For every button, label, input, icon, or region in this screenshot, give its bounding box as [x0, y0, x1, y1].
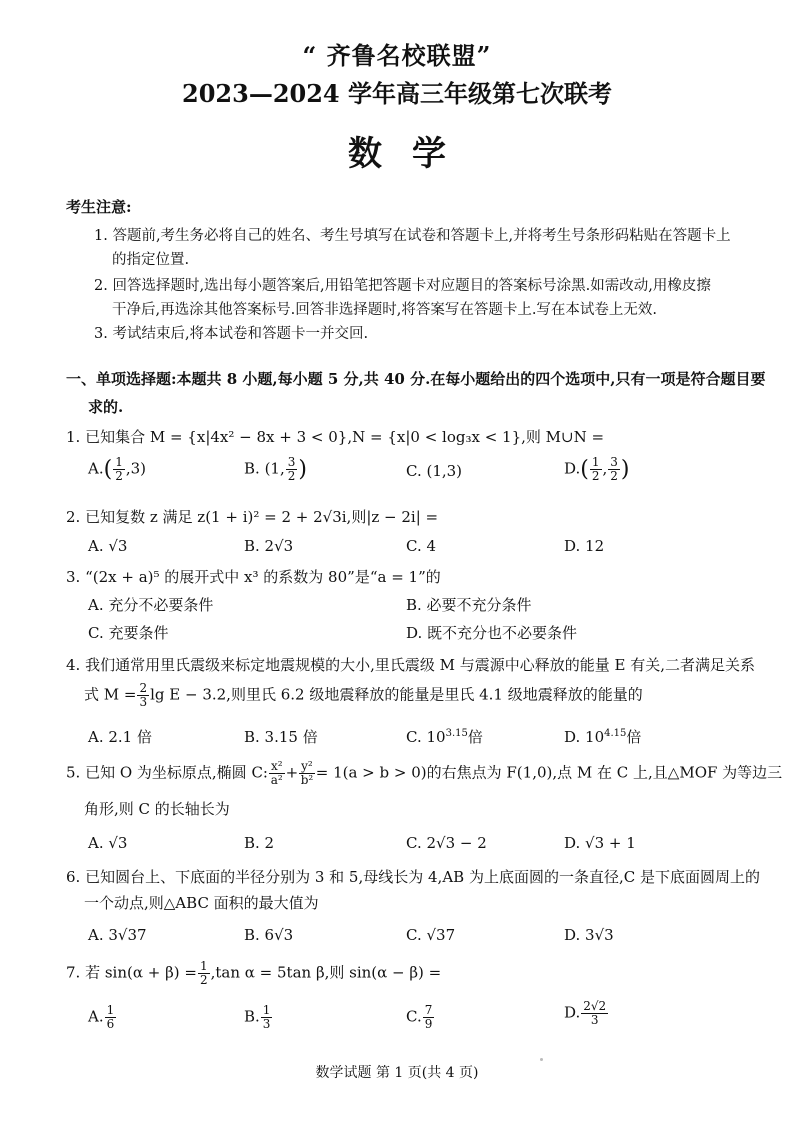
- subject-title: 数学: [348, 134, 476, 174]
- scan-speck: [540, 1058, 543, 1061]
- question-1-stem: 1. 已知集合 M = {x|4x² − 8x + 3 < 0},N = {x|0 < log₃x < 1},则 M∪N =: [66, 428, 605, 446]
- question-4-option-a: A. 2.1 倍: [88, 728, 152, 746]
- question-4-line-1: 4. 我们通常用里氏震级来标定地震规模的大小,里氏震级 M 与震源中心释放的能量 E 有关,二者满足关系: [66, 656, 756, 674]
- question-5-option-a: A. √3: [88, 834, 128, 852]
- question-6-option-c: C. √37: [406, 926, 456, 944]
- notice-item-1-line-2: 的指定位置.: [112, 252, 190, 268]
- question-2-option-d: D. 12: [564, 537, 605, 555]
- notice-item-1-line-1: 1. 答题前,考生务必将自己的姓名、考生号填写在试卷和答题卡上,并将考生号条形码粘贴在答题卡上: [94, 228, 731, 244]
- question-6-option-a: A. 3√37: [88, 926, 147, 944]
- question-4-option-b: B. 3.15 倍: [244, 728, 318, 746]
- question-2-option-c: C. 4: [406, 537, 437, 555]
- question-5-option-b: B. 2: [244, 834, 275, 852]
- question-5-line-2: 角形,则 C 的长轴长为: [84, 800, 230, 818]
- question-1-option-a: A.( $\frac{1}{2}$ ,3): [88, 455, 147, 483]
- question-3-option-c: C. 充要条件: [88, 624, 169, 642]
- question-4-option-d: D. $10^{4.15}$倍: [564, 728, 642, 746]
- question-1-option-b: B. (1, $\frac{3}{2}$ ): [244, 455, 307, 483]
- notice-item-3: 3. 考试结束后,将本试卷和答题卡一并交回.: [94, 326, 369, 342]
- question-7-stem: 7. 若 sin(α + β) = $\frac{1}{2}$ ,tan α = 5tan β,则 sin(α − β) =: [66, 959, 442, 987]
- question-5-line-1: 5. 已知 O 为坐标原点,椭圆 C: $\frac{\text{x²}}{\text{a²}}$ + $\frac{\text{y²}}{\text{b²}}$ = 1(a > b > 0)的右焦点为 F(1,0),点 M 在 C 上,且△MOF 为等边三: [66, 759, 783, 787]
- notice-item-2-line-2: 干净后,再选涂其他答案标号.回答非选择题时,将答案写在答题卡上.写在本试卷上无效.: [112, 302, 658, 318]
- question-3-option-b: B. 必要不充分条件: [406, 596, 532, 614]
- question-1-option-d: D.( $\frac{1}{2}$ , $\frac{3}{2}$ ): [564, 455, 630, 483]
- question-5-option-c: C. 2√3 − 2: [406, 834, 487, 852]
- exam-title: 2023—2024 学年高三年级第七次联考: [182, 79, 612, 108]
- question-7-option-d: D. $\frac{2√2}{3}$: [564, 999, 607, 1027]
- question-3-option-a: A. 充分不必要条件: [88, 596, 214, 614]
- question-2-stem: 2. 已知复数 z 满足 z(1 + i)² = 2 + 2√3i,则|z − 2i| =: [66, 508, 439, 526]
- question-1-option-c: C. (1,3): [406, 462, 463, 480]
- question-7-option-a: A. $\frac{1}{6}$: [88, 1003, 115, 1031]
- question-6-option-d: D. 3√3: [564, 926, 614, 944]
- notice-item-2-line-1: 2. 回答选择题时,选出每小题答案后,用铅笔把答题卡对应题目的答案标号涂黑.如需改动,用橡皮擦: [94, 278, 711, 294]
- section-heading: 一、单项选择题:本题共 8 小题,每小题 5 分,共 40 分.在每小题给出的四个选项中,只有一项是符合题目要: [66, 370, 766, 388]
- question-5-option-d: D. √3 + 1: [564, 834, 636, 852]
- section-heading-cont: 求的.: [88, 398, 124, 416]
- question-2-option-a: A. √3: [88, 537, 128, 555]
- notice-title: 考生注意:: [66, 198, 132, 216]
- question-7-option-b: B. $\frac{1}{3}$: [244, 1003, 271, 1031]
- question-3-stem: 3. “(2x + a)⁵ 的展开式中 x³ 的系数为 80”是“a = 1”的: [66, 568, 441, 586]
- question-4-option-c: C. $10^{3.15}$倍: [406, 728, 483, 746]
- alliance-title: “ 齐鲁名校联盟”: [302, 41, 492, 70]
- question-3-option-d: D. 既不充分也不必要条件: [406, 624, 578, 642]
- question-2-option-b: B. 2√3: [244, 537, 294, 555]
- question-6-line-1: 6. 已知圆台上、下底面的半径分别为 3 和 5,母线长为 4,AB 为上底面圆的一条直径,C 是下底面圆周上的: [66, 868, 760, 886]
- question-4-line-2: 式 M = $\frac{2}{3}$ lg E − 3.2,则里氏 6.2 级地震释放的能量是里氏 4.1 级地震释放的能量的: [84, 681, 643, 709]
- page-footer: 数学试题 第 1 页(共 4 页): [315, 1065, 479, 1081]
- question-6-line-2: 一个动点,则△ABC 面积的最大值为: [84, 894, 319, 912]
- question-6-option-b: B. 6√3: [244, 926, 294, 944]
- question-7-option-c: C. $\frac{7}{9}$: [406, 1003, 433, 1031]
